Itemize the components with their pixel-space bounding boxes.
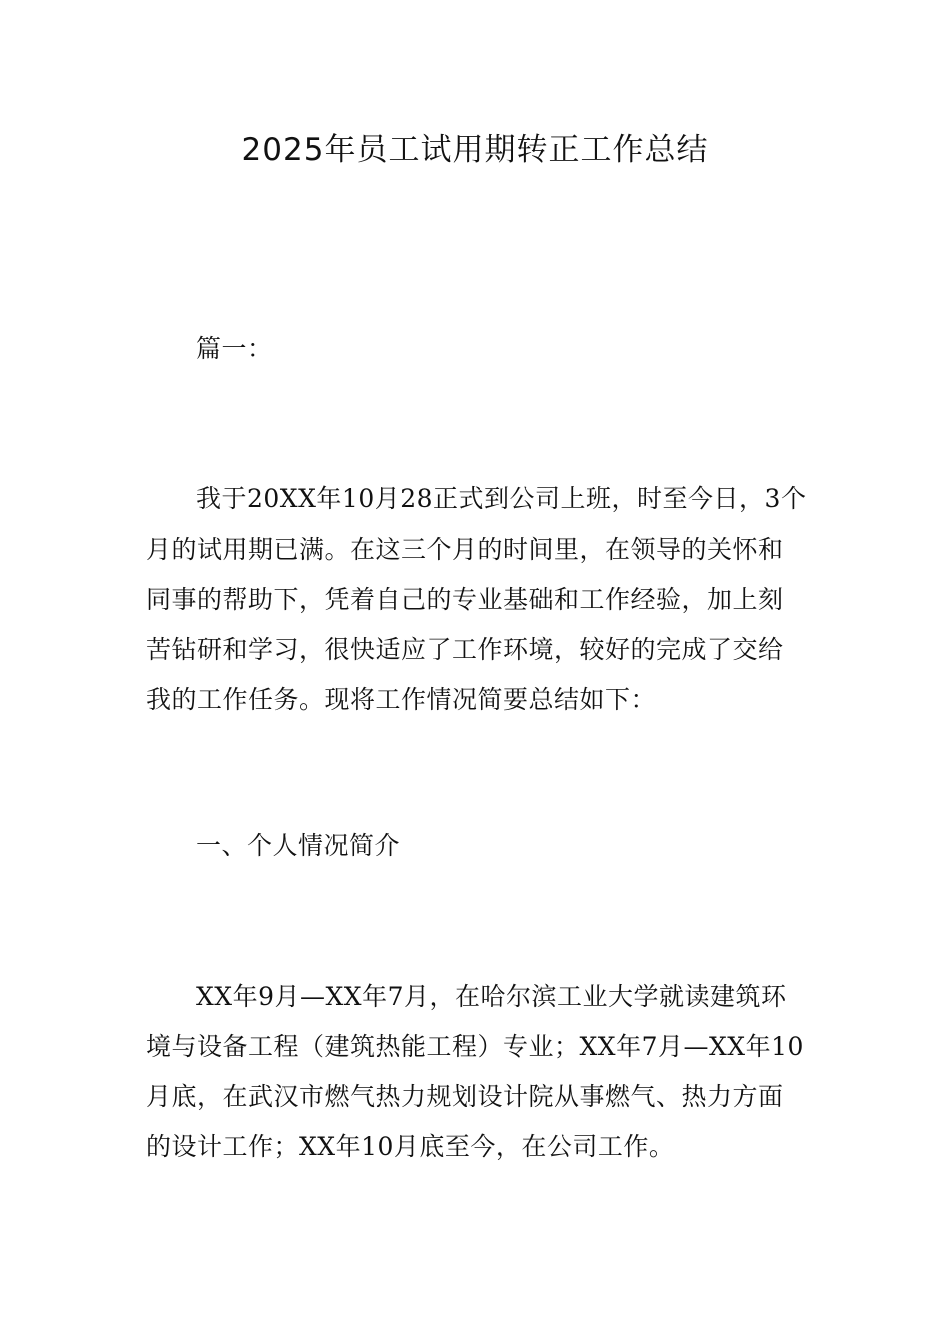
document-title: 2025年员工试用期转正工作总结	[241, 132, 709, 168]
paragraph-line: 月的试用期已满。在这三个月的时间里，在领导的关怀和	[146, 535, 784, 564]
paragraph-line: 月底，在武汉市燃气热力规划设计院从事燃气、热力方面	[146, 1082, 784, 1111]
paragraph-line: XX年9月—XX年7月，在哈尔滨工业大学就读建筑环	[196, 982, 787, 1011]
paragraph-line: 苦钻研和学习，很快适应了工作环境，较好的完成了交给	[146, 635, 784, 664]
paragraph-line: 我于20XX年10月28正式到公司上班，时至今日，3个	[196, 484, 807, 513]
section-heading: 一、个人情况简介	[196, 831, 401, 860]
paragraph-line: 的设计工作；XX年10月底至今，在公司工作。	[146, 1132, 675, 1161]
paragraph-line: 同事的帮助下，凭着自己的专业基础和工作经验，加上刻	[146, 585, 784, 614]
section-label: 篇一：	[196, 334, 273, 363]
paragraph-line: 境与设备工程（建筑热能工程）专业；XX年7月—XX年10	[146, 1032, 804, 1061]
paragraph-line: 我的工作任务。现将工作情况简要总结如下：	[146, 685, 657, 714]
